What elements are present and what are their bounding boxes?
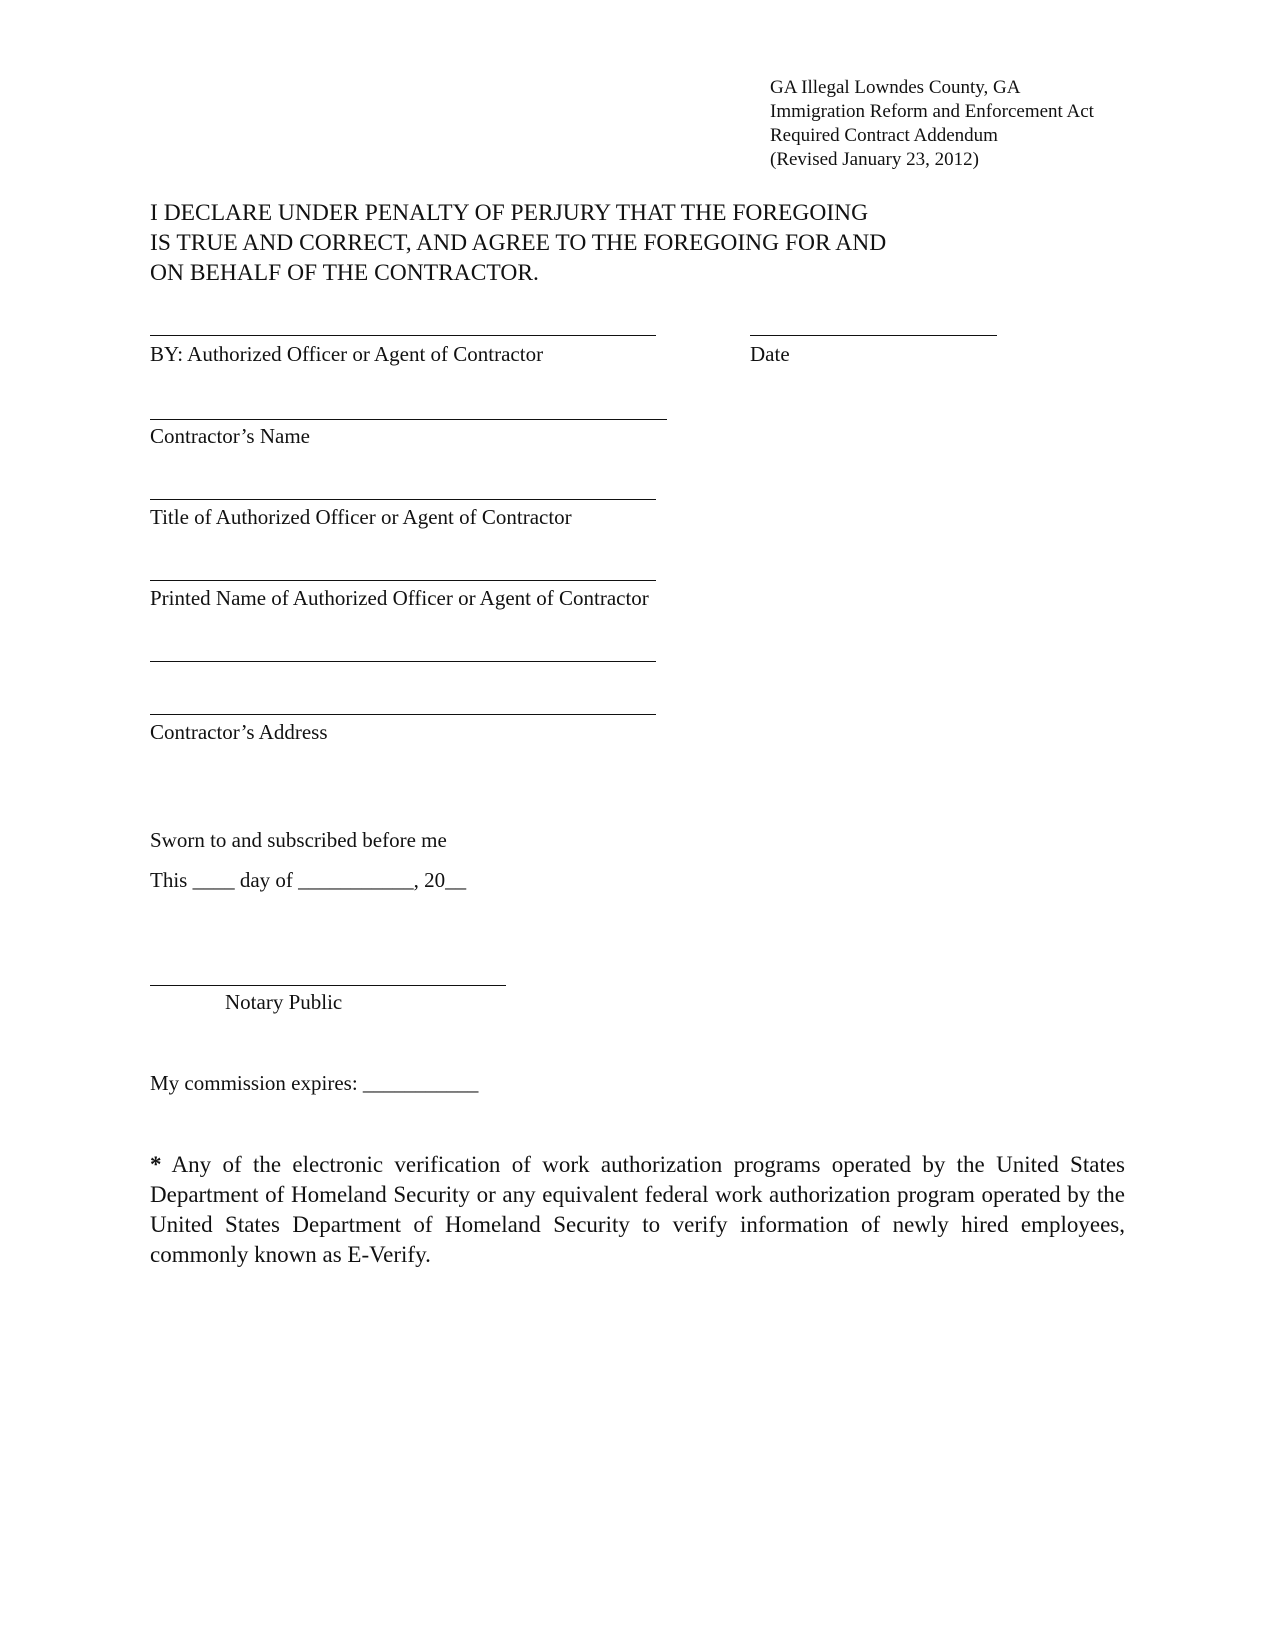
by-authorized-officer-label: BY: Authorized Officer or Agent of Contractor [150, 342, 544, 366]
notary-signature-line[interactable] [150, 985, 506, 986]
this-day-line: This ____ day of ___________, 20__ [150, 868, 467, 892]
address-line-2[interactable] [150, 714, 656, 715]
header-line-3: Required Contract Addendum [770, 125, 998, 146]
title-label: Title of Authorized Officer or Agent of Contractor [150, 505, 572, 529]
signature-line[interactable] [150, 335, 656, 336]
declaration-statement [150, 198, 970, 288]
declaration-line-3: ON BEHALF OF THE CONTRACTOR. [150, 260, 539, 286]
title-line[interactable] [150, 499, 656, 500]
header-line-4: (Revised January 23, 2012) [770, 149, 979, 170]
printed-name-label: Printed Name of Authorized Officer or Agent of Contractor [150, 586, 649, 610]
printed-name-line[interactable] [150, 580, 656, 581]
header-line-2: Immigration Reform and Enforcement Act [770, 101, 1094, 122]
footnote-marker: * [150, 1152, 162, 1177]
date-label: Date [750, 342, 790, 366]
contractor-name-label: Contractor’s Name [150, 424, 310, 448]
declaration-line-1: I DECLARE UNDER PENALTY OF PERJURY THAT THE FOREGOING [150, 200, 869, 226]
contractor-name-line[interactable] [150, 419, 667, 420]
commission-expires: My commission expires: ___________ [150, 1071, 479, 1095]
notary-public-label: Notary Public [225, 990, 343, 1014]
footnote [150, 1150, 1125, 1270]
footnote-text: Any of the electronic verification of work authorization programs operated by the United States Department of Homeland Security or any equivalent federal work authorization program operated by the United States Department of Homeland Security to verify information of newly hired employees, commonly known as E-Verify. [150, 1152, 1125, 1267]
contractor-address-label: Contractor’s Address [150, 720, 328, 744]
date-line[interactable] [750, 335, 997, 336]
header-line-1: GA Illegal Lowndes County, GA [770, 77, 1021, 98]
sworn-statement: Sworn to and subscribed before me [150, 828, 447, 852]
address-line-1[interactable] [150, 661, 656, 662]
declaration-line-2: IS TRUE AND CORRECT, AND AGREE TO THE FOREGOING FOR AND [150, 230, 887, 256]
